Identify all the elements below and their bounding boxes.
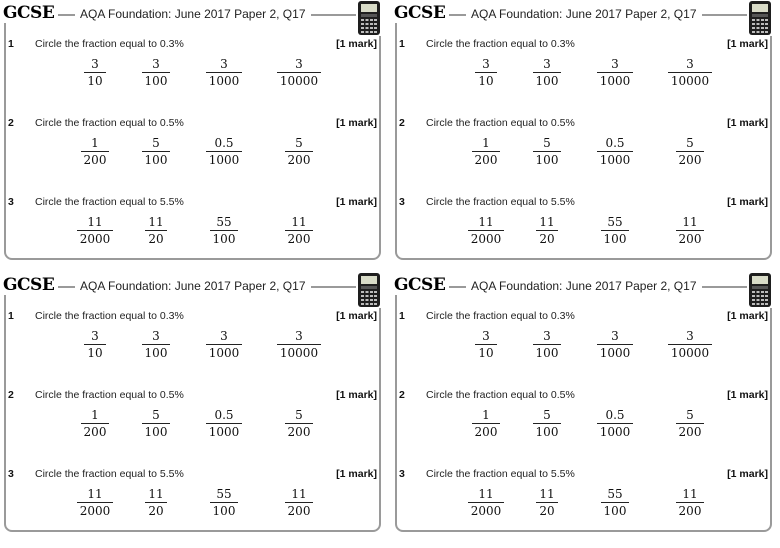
question-number: 1 [8, 310, 14, 322]
question-text: Circle the fraction equal to 5.5% [35, 468, 184, 480]
fraction-option[interactable] [194, 56, 254, 90]
question-number: 1 [399, 310, 405, 322]
paper-title: AQA Foundation: June 2017 Paper 2, Q17 [75, 279, 311, 293]
fraction-numerator: 5 [676, 135, 705, 152]
question-number: 2 [399, 117, 405, 129]
fraction-numerator: 0.5 [206, 407, 243, 424]
fraction-denominator: 20 [148, 232, 164, 246]
fraction [81, 135, 110, 168]
fraction-numerator: 11 [77, 214, 114, 231]
question-number: 3 [8, 468, 14, 480]
fraction-option[interactable] [517, 135, 577, 169]
fraction-denominator: 1000 [599, 425, 631, 439]
fraction-numerator: 11 [145, 486, 166, 503]
question [391, 310, 774, 390]
mark-allocation: [1 mark] [336, 38, 377, 50]
mark-allocation: [1 mark] [727, 468, 768, 480]
question-number: 2 [399, 389, 405, 401]
question-number: 1 [8, 38, 14, 50]
fraction [601, 214, 630, 247]
fraction [533, 328, 562, 361]
fraction-option[interactable] [65, 214, 125, 248]
fraction-denominator: 200 [287, 425, 311, 439]
fraction [206, 328, 243, 361]
question-text: Circle the fraction equal to 5.5% [426, 468, 575, 480]
fraction [206, 407, 243, 440]
fraction-denominator: 2000 [79, 232, 111, 246]
fraction [277, 328, 321, 361]
fraction [597, 328, 634, 361]
fraction-option[interactable] [517, 214, 577, 248]
paper-title: AQA Foundation: June 2017 Paper 2, Q17 [466, 279, 702, 293]
fraction-denominator: 200 [287, 153, 311, 167]
fraction-numerator: 3 [597, 328, 634, 345]
fraction [597, 407, 634, 440]
fraction [601, 486, 630, 519]
question [0, 117, 383, 197]
question-number: 2 [8, 389, 14, 401]
fraction-denominator: 10 [478, 346, 494, 360]
mark-allocation: [1 mark] [727, 389, 768, 401]
fraction-option[interactable] [585, 214, 645, 248]
fraction-numerator: 3 [668, 328, 712, 345]
fraction [533, 56, 562, 89]
fraction [533, 407, 562, 440]
fraction-option[interactable] [456, 214, 516, 248]
fraction-denominator: 1000 [599, 74, 631, 88]
fraction-option[interactable] [65, 135, 125, 169]
fraction-denominator: 20 [539, 504, 555, 518]
fraction [668, 56, 712, 89]
fraction [210, 486, 239, 519]
gcse-logo: GCSE [0, 275, 58, 295]
fraction-denominator: 10 [87, 346, 103, 360]
fraction-numerator: 3 [206, 56, 243, 73]
fraction [472, 135, 501, 168]
mark-allocation: [1 mark] [336, 196, 377, 208]
fraction-denominator: 2000 [79, 504, 111, 518]
question-number: 2 [8, 117, 14, 129]
fraction-numerator: 3 [277, 328, 321, 345]
fraction-option[interactable] [194, 328, 254, 362]
fraction [468, 214, 505, 247]
fraction [285, 407, 314, 440]
fraction-numerator: 11 [468, 486, 505, 503]
fraction-option[interactable] [126, 407, 186, 441]
fraction-option[interactable] [126, 486, 186, 520]
fraction [676, 214, 705, 247]
fraction-numerator: 3 [277, 56, 321, 73]
fraction-denominator: 100 [535, 74, 559, 88]
fraction [142, 407, 171, 440]
worksheet-card [391, 0, 774, 262]
fraction-option[interactable] [660, 407, 720, 441]
question-text: Circle the fraction equal to 0.3% [426, 310, 575, 322]
fraction-option[interactable] [126, 135, 186, 169]
fraction-denominator: 200 [287, 232, 311, 246]
fraction-option[interactable] [126, 328, 186, 362]
question [391, 196, 774, 276]
fraction-numerator: 3 [475, 328, 496, 345]
fraction-numerator: 1 [472, 407, 501, 424]
fraction-numerator: 11 [77, 486, 114, 503]
question-number: 3 [8, 196, 14, 208]
fraction-numerator: 3 [597, 56, 634, 73]
fraction-numerator: 11 [285, 486, 314, 503]
question-number: 1 [399, 38, 405, 50]
fraction-numerator: 3 [142, 56, 171, 73]
fraction-option[interactable] [126, 214, 186, 248]
calculator-icon [747, 0, 773, 36]
fraction-numerator: 55 [601, 486, 630, 503]
fraction [472, 407, 501, 440]
fraction-denominator: 100 [144, 74, 168, 88]
fraction-denominator: 100 [212, 504, 236, 518]
fraction [142, 56, 171, 89]
fraction-denominator: 1000 [208, 153, 240, 167]
fraction-denominator: 100 [144, 425, 168, 439]
fraction-numerator: 5 [142, 135, 171, 152]
question-text: Circle the fraction equal to 0.3% [35, 310, 184, 322]
fraction-option[interactable] [65, 407, 125, 441]
fraction-denominator: 200 [474, 153, 498, 167]
mark-allocation: [1 mark] [727, 310, 768, 322]
fraction-option[interactable] [269, 135, 329, 169]
question [0, 310, 383, 390]
question-text: Circle the fraction equal to 0.5% [35, 389, 184, 401]
mark-allocation: [1 mark] [336, 117, 377, 129]
fraction-numerator: 11 [145, 214, 166, 231]
fraction-denominator: 10000 [279, 346, 319, 360]
paper-title: AQA Foundation: June 2017 Paper 2, Q17 [75, 7, 311, 21]
fraction-denominator: 20 [539, 232, 555, 246]
fraction [468, 486, 505, 519]
fraction-option[interactable] [660, 486, 720, 520]
fraction-numerator: 1 [81, 407, 110, 424]
fraction-numerator: 55 [601, 214, 630, 231]
fraction-numerator: 1 [81, 135, 110, 152]
fraction-option[interactable] [194, 407, 254, 441]
fraction-numerator: 11 [468, 214, 505, 231]
fraction-numerator: 55 [210, 214, 239, 231]
fraction-numerator: 11 [676, 486, 705, 503]
fraction-option[interactable] [585, 56, 645, 90]
mark-allocation: [1 mark] [336, 468, 377, 480]
fraction-numerator: 5 [533, 135, 562, 152]
question-number: 3 [399, 468, 405, 480]
fraction-option[interactable] [269, 407, 329, 441]
fraction-option[interactable] [585, 407, 645, 441]
fraction [84, 56, 105, 89]
fraction-option[interactable] [585, 328, 645, 362]
fraction [475, 56, 496, 89]
fraction-numerator: 5 [285, 135, 314, 152]
mark-allocation: [1 mark] [336, 389, 377, 401]
fraction [285, 214, 314, 247]
question [391, 389, 774, 469]
question-text: Circle the fraction equal to 0.5% [426, 389, 575, 401]
fraction-denominator: 200 [678, 232, 702, 246]
fraction-denominator: 1000 [208, 425, 240, 439]
fraction [142, 135, 171, 168]
fraction-option[interactable] [126, 56, 186, 90]
fraction-numerator: 11 [536, 214, 557, 231]
fraction-option[interactable] [660, 56, 720, 90]
question [391, 38, 774, 118]
fraction-denominator: 100 [603, 232, 627, 246]
fraction [142, 328, 171, 361]
mark-allocation: [1 mark] [727, 196, 768, 208]
fraction-denominator: 200 [287, 504, 311, 518]
fraction-denominator: 100 [144, 153, 168, 167]
fraction-denominator: 100 [144, 346, 168, 360]
fraction-denominator: 200 [474, 425, 498, 439]
fraction-denominator: 100 [535, 346, 559, 360]
fraction [210, 214, 239, 247]
fraction-option[interactable] [65, 486, 125, 520]
fraction-option[interactable] [194, 135, 254, 169]
fraction [676, 135, 705, 168]
fraction [77, 214, 114, 247]
fraction-option[interactable] [65, 56, 125, 90]
fraction [597, 135, 634, 168]
fraction-option[interactable] [660, 214, 720, 248]
fraction-option[interactable] [269, 328, 329, 362]
calculator-icon [747, 272, 773, 308]
fraction [206, 135, 243, 168]
fraction-denominator: 20 [148, 504, 164, 518]
fraction-denominator: 2000 [470, 232, 502, 246]
mark-allocation: [1 mark] [727, 38, 768, 50]
fraction [206, 56, 243, 89]
fraction-denominator: 10000 [279, 74, 319, 88]
gcse-logo: GCSE [391, 3, 449, 23]
question-number: 3 [399, 196, 405, 208]
fraction-denominator: 1000 [208, 74, 240, 88]
fraction-option[interactable] [456, 135, 516, 169]
fraction-denominator: 200 [83, 425, 107, 439]
fraction-numerator: 3 [475, 56, 496, 73]
fraction-numerator: 11 [536, 486, 557, 503]
gcse-logo: GCSE [391, 275, 449, 295]
fraction-denominator: 200 [678, 504, 702, 518]
fraction [84, 328, 105, 361]
fraction-numerator: 3 [668, 56, 712, 73]
fraction-option[interactable] [517, 407, 577, 441]
fraction-denominator: 1000 [208, 346, 240, 360]
fraction-denominator: 100 [535, 153, 559, 167]
fraction-numerator: 11 [285, 214, 314, 231]
fraction-option[interactable] [660, 135, 720, 169]
fraction-denominator: 10000 [670, 74, 710, 88]
fraction [277, 56, 321, 89]
fraction-option[interactable] [456, 56, 516, 90]
fraction-option[interactable] [456, 407, 516, 441]
fraction-numerator: 3 [533, 328, 562, 345]
fraction [81, 407, 110, 440]
fraction-option[interactable] [194, 486, 254, 520]
fraction-denominator: 1000 [599, 346, 631, 360]
fraction-numerator: 5 [285, 407, 314, 424]
fraction-numerator: 1 [472, 135, 501, 152]
mark-allocation: [1 mark] [727, 117, 768, 129]
question [391, 468, 774, 548]
worksheet-card [0, 272, 383, 534]
fraction-denominator: 2000 [470, 504, 502, 518]
fraction-denominator: 200 [678, 425, 702, 439]
fraction [536, 214, 557, 247]
fraction-denominator: 10000 [670, 346, 710, 360]
fraction-denominator: 200 [83, 153, 107, 167]
gcse-logo: GCSE [0, 3, 58, 23]
fraction-denominator: 10 [478, 74, 494, 88]
fraction-option[interactable] [517, 486, 577, 520]
fraction-option[interactable] [269, 486, 329, 520]
question-text: Circle the fraction equal to 0.3% [35, 38, 184, 50]
fraction-numerator: 5 [142, 407, 171, 424]
question-text: Circle the fraction equal to 0.5% [426, 117, 575, 129]
fraction-numerator: 3 [142, 328, 171, 345]
fraction-option[interactable] [456, 486, 516, 520]
question-text: Circle the fraction equal to 5.5% [426, 196, 575, 208]
fraction [145, 214, 166, 247]
worksheet-card [0, 0, 383, 262]
fraction-denominator: 100 [535, 425, 559, 439]
fraction-numerator: 0.5 [597, 135, 634, 152]
fraction-numerator: 3 [206, 328, 243, 345]
fraction-option[interactable] [660, 328, 720, 362]
fraction-numerator: 5 [533, 407, 562, 424]
question-text: Circle the fraction equal to 0.5% [35, 117, 184, 129]
calculator-icon [356, 272, 382, 308]
fraction-option[interactable] [456, 328, 516, 362]
fraction-option[interactable] [517, 328, 577, 362]
fraction-option[interactable] [65, 328, 125, 362]
fraction-denominator: 100 [212, 232, 236, 246]
fraction [536, 486, 557, 519]
calculator-icon [356, 0, 382, 36]
fraction [475, 328, 496, 361]
fraction-denominator: 10 [87, 74, 103, 88]
fraction [533, 135, 562, 168]
question [0, 389, 383, 469]
fraction-option[interactable] [517, 56, 577, 90]
question-text: Circle the fraction equal to 5.5% [35, 196, 184, 208]
fraction-denominator: 1000 [599, 153, 631, 167]
fraction [597, 56, 634, 89]
paper-title: AQA Foundation: June 2017 Paper 2, Q17 [466, 7, 702, 21]
fraction-option[interactable] [194, 214, 254, 248]
fraction [77, 486, 114, 519]
fraction-option[interactable] [585, 135, 645, 169]
fraction [285, 135, 314, 168]
fraction-numerator: 55 [210, 486, 239, 503]
mark-allocation: [1 mark] [336, 310, 377, 322]
fraction [676, 407, 705, 440]
question [0, 196, 383, 276]
fraction-numerator: 3 [533, 56, 562, 73]
question [391, 117, 774, 197]
fraction-numerator: 3 [84, 328, 105, 345]
worksheet-card [391, 272, 774, 534]
question [0, 468, 383, 548]
fraction-denominator: 100 [603, 504, 627, 518]
question-text: Circle the fraction equal to 0.3% [426, 38, 575, 50]
fraction-numerator: 5 [676, 407, 705, 424]
fraction-numerator: 0.5 [597, 407, 634, 424]
fraction [145, 486, 166, 519]
fraction-numerator: 0.5 [206, 135, 243, 152]
fraction [668, 328, 712, 361]
fraction-option[interactable] [269, 214, 329, 248]
fraction-option[interactable] [269, 56, 329, 90]
fraction [676, 486, 705, 519]
question [0, 38, 383, 118]
fraction-denominator: 200 [678, 153, 702, 167]
fraction [285, 486, 314, 519]
fraction-option[interactable] [585, 486, 645, 520]
fraction-numerator: 3 [84, 56, 105, 73]
fraction-numerator: 11 [676, 214, 705, 231]
